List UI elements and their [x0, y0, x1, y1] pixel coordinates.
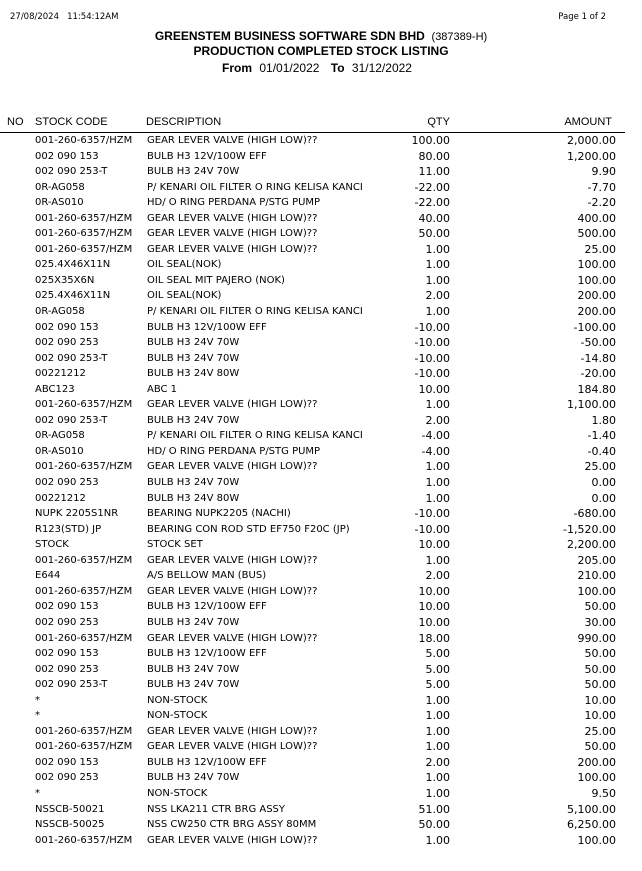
stock-code-cell: 0R-AG058: [35, 430, 85, 442]
qty-cell: 1.00: [425, 398, 450, 412]
table-row: [0, 708, 625, 724]
qty-cell: -22.00: [414, 196, 450, 210]
qty-cell: 10.00: [418, 382, 450, 396]
table-row: [0, 413, 625, 429]
amount-cell: 25.00: [584, 724, 616, 738]
stock-code-cell: STOCK: [35, 539, 69, 551]
qty-cell: 1.00: [425, 693, 450, 707]
amount-cell: 205.00: [577, 553, 616, 567]
qty-cell: 2.00: [425, 289, 450, 303]
amount-cell: 200.00: [577, 289, 616, 303]
stock-code-cell: 002 090 153: [35, 648, 99, 660]
table-row: [0, 444, 625, 460]
qty-cell: -10.00: [414, 507, 450, 521]
to-date: 31/12/2022: [351, 61, 412, 75]
header-qty: QTY: [427, 116, 450, 128]
amount-cell: 30.00: [584, 615, 616, 629]
qty-cell: 1.00: [425, 740, 450, 754]
stock-code-cell: 001-260-6357/HZM: [35, 632, 133, 644]
header-description: DESCRIPTION: [146, 116, 222, 128]
description-cell: GEAR LEVER VALVE (HIGH LOW)??: [147, 632, 318, 644]
amount-cell: 500.00: [577, 227, 616, 241]
qty-cell: -22.00: [414, 180, 450, 194]
amount-cell: 1.80: [591, 413, 616, 427]
amount-cell: 9.90: [591, 165, 616, 179]
page-number: Page 1 of 2: [558, 12, 606, 22]
table-row: [0, 599, 625, 615]
table-row: [0, 459, 625, 475]
stock-code-cell: NSSCB-50021: [35, 803, 105, 815]
amount-cell: 6,250.00: [567, 818, 616, 832]
description-cell: OIL SEAL MIT PAJERO (NOK): [147, 274, 285, 286]
table-row: [0, 226, 625, 242]
description-cell: BULB H3 12V/100W EFF: [147, 601, 267, 613]
table-row: [0, 677, 625, 693]
stock-code-cell: 002 090 253-T: [35, 414, 108, 426]
stock-code-cell: 002 090 253: [35, 616, 99, 628]
amount-cell: -1,520.00: [563, 522, 616, 536]
stock-code-cell: R123(STD) JP: [35, 523, 102, 535]
amount-cell: 210.00: [577, 569, 616, 583]
description-cell: BEARING CON ROD STD EF750 F20C (JP): [147, 523, 350, 535]
description-cell: GEAR LEVER VALVE (HIGH LOW)??: [147, 212, 318, 224]
amount-cell: 50.00: [584, 662, 616, 676]
description-cell: BULB H3 12V/100W EFF: [147, 321, 267, 333]
stock-code-cell: ABC123: [35, 383, 75, 395]
table-row: [0, 335, 625, 351]
stock-code-cell: E644: [35, 570, 61, 582]
amount-cell: 400.00: [577, 211, 616, 225]
qty-cell: -4.00: [421, 444, 450, 458]
description-cell: GEAR LEVER VALVE (HIGH LOW)??: [147, 243, 318, 255]
description-cell: BULB H3 12V/100W EFF: [147, 648, 267, 660]
qty-cell: -10.00: [414, 522, 450, 536]
description-cell: BULB H3 24V 70W: [147, 414, 240, 426]
table-row: [0, 770, 625, 786]
stock-code-cell: 002 090 153: [35, 756, 99, 768]
amount-cell: 200.00: [577, 305, 616, 319]
description-cell: BULB H3 24V 70W: [147, 337, 240, 349]
table-row: [0, 662, 625, 678]
qty-cell: 40.00: [418, 211, 450, 225]
stock-code-cell: 002 090 253-T: [35, 352, 108, 364]
description-cell: NON-STOCK: [147, 694, 208, 706]
amount-cell: -1.40: [587, 429, 616, 443]
qty-cell: 2.00: [425, 413, 450, 427]
table-row: [0, 180, 625, 196]
description-cell: BULB H3 24V 70W: [147, 166, 240, 178]
report-title: PRODUCTION COMPLETED STOCK LISTING: [193, 44, 449, 58]
table-row: [0, 755, 625, 771]
table-row: [0, 397, 625, 413]
amount-cell: 100.00: [577, 273, 616, 287]
qty-cell: 50.00: [418, 227, 450, 241]
description-cell: ABC 1: [147, 383, 178, 395]
qty-cell: 2.00: [425, 755, 450, 769]
stock-code-cell: 002 090 153: [35, 601, 99, 613]
description-cell: P/ KENARI OIL FILTER O RING KELISA KANCI: [147, 306, 363, 318]
qty-cell: 5.00: [425, 678, 450, 692]
qty-cell: 50.00: [418, 818, 450, 832]
description-cell: A/S BELLOW MAN (BUS): [147, 570, 267, 582]
table-header: [0, 115, 625, 133]
table-row: [0, 631, 625, 647]
stock-code-cell: 0R-AG058: [35, 306, 85, 318]
qty-cell: -10.00: [414, 351, 450, 365]
qty-cell: -10.00: [414, 367, 450, 381]
description-cell: BULB H3 24V 70W: [147, 616, 240, 628]
amount-cell: 1,100.00: [567, 398, 616, 412]
stock-code-cell: 00221212: [35, 492, 86, 504]
stock-code-cell: NSSCB-50025: [35, 819, 105, 831]
stock-code-cell: 002 090 153: [35, 321, 99, 333]
table-row: [0, 646, 625, 662]
description-cell: STOCK SET: [147, 539, 203, 551]
table-row: [0, 320, 625, 336]
amount-cell: 184.80: [577, 382, 616, 396]
qty-cell: 10.00: [418, 538, 450, 552]
stock-code-cell: 002 090 253: [35, 337, 99, 349]
table-row: [0, 288, 625, 304]
stock-code-cell: 001-260-6357/HZM: [35, 585, 133, 597]
stock-code-cell: 00221212: [35, 368, 86, 380]
table-row: [0, 366, 625, 382]
amount-cell: -680.00: [573, 507, 616, 521]
amount-cell: 10.00: [584, 709, 616, 723]
table-row: [0, 382, 625, 398]
printed-date: 27/08/2024: [10, 12, 59, 22]
stock-code-cell: 001-260-6357/HZM: [35, 135, 133, 146]
table-row: [0, 568, 625, 584]
stock-code-cell: *: [35, 694, 40, 706]
stock-code-cell: 001-260-6357/HZM: [35, 243, 133, 255]
qty-cell: 5.00: [425, 662, 450, 676]
table-row: [0, 257, 625, 273]
from-date: 01/01/2022: [259, 61, 320, 75]
table-row: [0, 537, 625, 553]
table-row: [0, 351, 625, 367]
table-row: [0, 164, 625, 180]
table-row: [0, 817, 625, 833]
amount-cell: -100.00: [573, 320, 616, 334]
stock-code-cell: *: [35, 787, 40, 799]
description-cell: BULB H3 24V 70W: [147, 477, 240, 489]
description-cell: HD/ O RING PERDANA P/STG PUMP: [147, 445, 321, 457]
stock-code-cell: 0R-AG058: [35, 181, 85, 193]
stock-code-cell: NUPK 2205S1NR: [35, 508, 119, 520]
stock-code-cell: 001-260-6357/HZM: [35, 834, 133, 846]
qty-cell: 51.00: [418, 802, 450, 816]
amount-cell: 100.00: [577, 771, 616, 785]
description-cell: P/ KENARI OIL FILTER O RING KELISA KANCI: [147, 430, 363, 442]
description-cell: HD/ O RING PERDANA P/STG PUMP: [147, 197, 321, 209]
stock-code-cell: 001-260-6357/HZM: [35, 399, 133, 411]
qty-cell: 1.00: [425, 258, 450, 272]
qty-cell: 100.00: [411, 134, 450, 147]
qty-cell: 18.00: [418, 631, 450, 645]
qty-cell: 1.00: [425, 724, 450, 738]
amount-cell: 50.00: [584, 600, 616, 614]
amount-cell: -7.70: [587, 180, 616, 194]
header-amount: AMOUNT: [564, 116, 612, 128]
table-row: [0, 149, 625, 165]
description-cell: GEAR LEVER VALVE (HIGH LOW)??: [147, 741, 318, 753]
qty-cell: 11.00: [418, 165, 450, 179]
description-cell: OIL SEAL(NOK): [147, 290, 222, 302]
qty-cell: 10.00: [418, 600, 450, 614]
description-cell: BULB H3 24V 70W: [147, 772, 240, 784]
stock-code-cell: 001-260-6357/HZM: [35, 741, 133, 753]
amount-cell: 1,200.00: [567, 149, 616, 163]
description-cell: BULB H3 12V/100W EFF: [147, 756, 267, 768]
description-cell: BULB H3 24V 80W: [147, 492, 240, 504]
stock-code-cell: 002 090 253: [35, 772, 99, 784]
table-row: [0, 802, 625, 818]
description-cell: GEAR LEVER VALVE (HIGH LOW)??: [147, 725, 318, 737]
stock-code-cell: 0R-AS010: [35, 445, 84, 457]
qty-cell: -10.00: [414, 320, 450, 334]
description-cell: GEAR LEVER VALVE (HIGH LOW)??: [147, 399, 318, 411]
amount-cell: 25.00: [584, 460, 616, 474]
amount-cell: 100.00: [577, 833, 616, 847]
amount-cell: -2.20: [587, 196, 616, 210]
stock-code-cell: 001-260-6357/HZM: [35, 212, 133, 224]
amount-cell: -0.40: [587, 444, 616, 458]
table-row: [0, 242, 625, 258]
table-row: [0, 833, 625, 849]
table-row: [0, 786, 625, 802]
table-row: [0, 428, 625, 444]
amount-cell: 5,100.00: [567, 802, 616, 816]
stock-code-cell: 002 090 153: [35, 150, 99, 162]
description-cell: NSS CW250 CTR BRG ASSY 80MM: [147, 819, 317, 831]
from-label: From: [222, 61, 253, 75]
stock-code-cell: 001-260-6357/HZM: [35, 461, 133, 473]
description-cell: P/ KENARI OIL FILTER O RING KELISA KANCI: [147, 181, 363, 193]
description-cell: OIL SEAL(NOK): [147, 259, 222, 271]
table-row: [0, 211, 625, 227]
table-row: [0, 506, 625, 522]
table-row: [0, 475, 625, 491]
table-row: [0, 273, 625, 289]
amount-cell: 100.00: [577, 258, 616, 272]
description-cell: GEAR LEVER VALVE (HIGH LOW)??: [147, 461, 318, 473]
description-cell: BULB H3 24V 70W: [147, 679, 240, 691]
table-row: [0, 724, 625, 740]
qty-cell: 1.00: [425, 709, 450, 723]
qty-cell: 1.00: [425, 242, 450, 256]
amount-cell: 0.00: [591, 491, 616, 505]
amount-cell: 2,000.00: [567, 134, 616, 147]
stock-code-cell: 025X35X6N: [35, 274, 95, 286]
qty-cell: 1.00: [425, 833, 450, 847]
qty-cell: -10.00: [414, 336, 450, 350]
header-stock-code: STOCK CODE: [35, 116, 108, 128]
company-reg-no: (387389-H): [431, 31, 488, 43]
table-row: [0, 693, 625, 709]
table-row: [0, 553, 625, 569]
description-cell: GEAR LEVER VALVE (HIGH LOW)??: [147, 135, 318, 146]
qty-cell: 1.00: [425, 491, 450, 505]
table-row: [0, 615, 625, 631]
qty-cell: 1.00: [425, 476, 450, 490]
qty-cell: -4.00: [421, 429, 450, 443]
description-cell: BULB H3 24V 70W: [147, 663, 240, 675]
qty-cell: 5.00: [425, 647, 450, 661]
amount-cell: 990.00: [577, 631, 616, 645]
stock-table-body: [0, 133, 625, 848]
table-row: [0, 195, 625, 211]
stock-code-cell: 002 090 253: [35, 663, 99, 675]
amount-cell: 100.00: [577, 584, 616, 598]
amount-cell: 50.00: [584, 678, 616, 692]
amount-cell: 50.00: [584, 740, 616, 754]
qty-cell: 1.00: [425, 771, 450, 785]
stock-code-cell: 001-260-6357/HZM: [35, 554, 133, 566]
table-row: [0, 584, 625, 600]
description-cell: BEARING NUPK2205 (NACHI): [147, 508, 291, 520]
qty-cell: 80.00: [418, 149, 450, 163]
qty-cell: 1.00: [425, 460, 450, 474]
qty-cell: 10.00: [418, 584, 450, 598]
company-name: GREENSTEM BUSINESS SOFTWARE SDN BHD: [154, 29, 425, 43]
table-row: [0, 304, 625, 320]
date-range: [0, 61, 642, 75]
stock-code-cell: 002 090 253-T: [35, 166, 108, 178]
description-cell: BULB H3 24V 70W: [147, 352, 240, 364]
stock-code-cell: 025.4X46X11N: [35, 290, 111, 302]
description-cell: NSS LKA211 CTR BRG ASSY: [147, 803, 286, 815]
stock-code-cell: 025.4X46X11N: [35, 259, 111, 271]
amount-cell: 25.00: [584, 242, 616, 256]
to-label: To: [330, 61, 345, 75]
table-row: [0, 133, 625, 149]
amount-cell: 50.00: [584, 647, 616, 661]
amount-cell: -14.80: [580, 351, 616, 365]
stock-code-cell: 001-260-6357/HZM: [35, 228, 133, 240]
amount-cell: 200.00: [577, 755, 616, 769]
qty-cell: 1.00: [425, 786, 450, 800]
qty-cell: 10.00: [418, 615, 450, 629]
header-no: NO: [7, 116, 24, 128]
description-cell: GEAR LEVER VALVE (HIGH LOW)??: [147, 834, 318, 846]
printed-time: 11:54:12AM: [67, 12, 119, 22]
amount-cell: 0.00: [591, 476, 616, 490]
description-cell: BULB H3 24V 80W: [147, 368, 240, 380]
stock-code-cell: 002 090 253-T: [35, 679, 108, 691]
amount-cell: -50.00: [580, 336, 616, 350]
description-cell: NON-STOCK: [147, 710, 208, 722]
description-cell: NON-STOCK: [147, 787, 208, 799]
amount-cell: -20.00: [580, 367, 616, 381]
qty-cell: 1.00: [425, 305, 450, 319]
qty-cell: 2.00: [425, 569, 450, 583]
amount-cell: 9.50: [591, 786, 616, 800]
description-cell: BULB H3 12V/100W EFF: [147, 150, 267, 162]
description-cell: GEAR LEVER VALVE (HIGH LOW)??: [147, 228, 318, 240]
table-row: [0, 739, 625, 755]
company-header: [0, 29, 642, 43]
stock-code-cell: *: [35, 710, 40, 722]
qty-cell: 1.00: [425, 273, 450, 287]
amount-cell: 2,200.00: [567, 538, 616, 552]
table-row: [0, 491, 625, 507]
stock-code-cell: 001-260-6357/HZM: [35, 725, 133, 737]
amount-cell: 10.00: [584, 693, 616, 707]
description-cell: GEAR LEVER VALVE (HIGH LOW)??: [147, 554, 318, 566]
qty-cell: 1.00: [425, 553, 450, 567]
table-row: [0, 522, 625, 538]
description-cell: GEAR LEVER VALVE (HIGH LOW)??: [147, 585, 318, 597]
stock-code-cell: 0R-AS010: [35, 197, 84, 209]
stock-code-cell: 002 090 253: [35, 477, 99, 489]
printed-timestamp: [10, 12, 118, 22]
